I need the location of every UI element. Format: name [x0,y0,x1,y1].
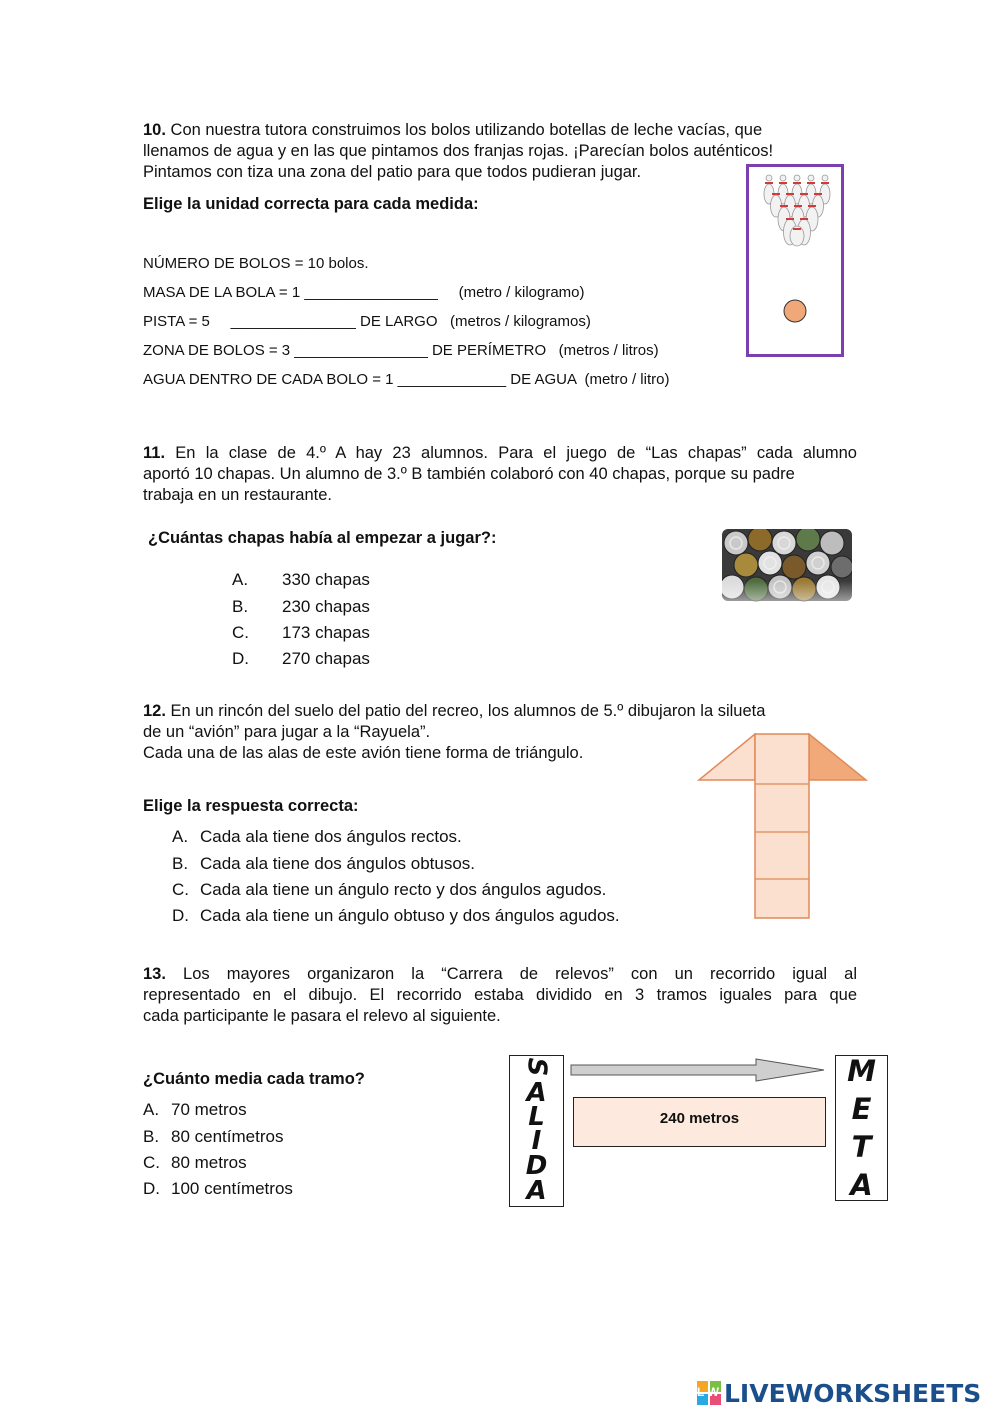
q10-line-1: 10. Con nuestra tutora construimos los bolos utilizando botellas de leche vacías, que [143,121,763,139]
meta-box [835,1055,888,1201]
salida-letter-1: S [521,1057,552,1077]
q12-option-a[interactable]: A. Cada ala tiene dos ángulos rectos. [172,827,462,846]
q13-line-1: 13. Los mayores organizaron la “Carrera de relevos” con un recorrido igual al [143,965,857,983]
q13-option-d[interactable]: D. 100 centímetros [143,1179,293,1198]
q13-text [143,964,857,1027]
q11-text [143,443,857,506]
rayuela-airplane-drawing [697,733,869,920]
q13-option-a[interactable]: A. 70 metros [143,1100,247,1119]
salida-letter-5: D [525,1151,548,1181]
left-wing-triangle [699,734,755,780]
bowling-ball [784,300,806,322]
q10-item-3[interactable]: PISTA = 5 _______________ DE LARGO (metros / kilogramos) [143,313,591,330]
q11-option-d[interactable]: D. 270 chapas [232,649,370,668]
q13-line-3: cada participante le pasara el relevo al siguiente. [143,1007,501,1025]
q11-option-c[interactable]: C. 173 chapas [232,623,370,642]
q12-instruction: Elige la respuesta correcta: [143,797,359,815]
q12-line-2: de un “avión” para jugar a la “Rayuela”. [143,723,431,741]
bowling-lane-image [746,164,844,357]
q13-option-c[interactable]: C. 80 metros [143,1153,247,1172]
q10-item-4[interactable]: ZONA DE BOLOS = 3 ________________ DE PERÍMETRO (metros / litros) [143,342,659,359]
q10-item-1: NÚMERO DE BOLOS = 10 bolos. [143,255,369,272]
logo-icon: LW [697,1381,721,1405]
q11-option-a[interactable]: A. 330 chapas [232,570,370,589]
meta-letter-1: M [847,1054,876,1088]
q11-number: 11. [143,444,166,462]
meta-letter-4: A [850,1168,873,1202]
distance-bar [573,1097,826,1147]
q10-item-5[interactable]: AGUA DENTRO DE CADA BOLO = 1 _____________ DE AGUA (metro / litro) [143,371,670,388]
q10-instruction: Elige la unidad correcta para cada medida: [143,195,479,213]
q13-line-2: representado en el dibujo. El recorrido estaba dividido en 3 tramos iguales para que [143,986,857,1004]
bottle-caps-image [722,529,852,621]
distance-label: 240 metros [659,1109,740,1127]
q13-question: ¿Cuánto media cada tramo? [143,1070,365,1088]
q11-option-b[interactable]: B. 230 chapas [232,597,370,616]
logo-text: LIVEWORKSHEETS [724,1378,982,1408]
salida-letter-3: L [528,1102,545,1132]
meta-letter-3: T [851,1130,872,1164]
q10-line-3: Pintamos con tiza una zona del patio para que todos pudieran jugar. [143,163,642,181]
q11-line-1: 11. En la clase de 4.º A hay 23 alumnos. Para el juego de “Las chapas” cada alumno [143,444,857,462]
q11-question: ¿Cuántas chapas había al empezar a jugar?: [148,529,497,547]
q12-option-b[interactable]: B. Cada ala tiene dos ángulos obtusos. [172,854,476,873]
meta-letter-2: E [851,1092,872,1126]
salida-letter-2: A [526,1078,547,1108]
q13-option-b[interactable]: B. 80 centímetros [143,1127,284,1146]
q12-line-3: Cada una de las alas de este avión tiene forma de triángulo. [143,744,584,762]
salida-box [509,1055,564,1207]
q10-item-2[interactable]: MASA DE LA BOLA = 1 ________________ (metro / kilogramo) [143,284,585,301]
salida-letter-6: A [526,1176,547,1206]
q10-number: 10. [143,121,166,139]
q12-number: 12. [143,702,166,720]
race-arrow [570,1057,826,1083]
q11-line-3: trabaja en un restaurante. [143,486,332,504]
q12-option-c[interactable]: C. Cada ala tiene un ángulo recto y dos ángulos agudos. [172,880,607,899]
q11-line-2: aportó 10 chapas. Un alumno de 3.º B también colaboró con 40 chapas, porque su padre [143,465,795,483]
plane-body [755,734,809,918]
liveworksheets-logo[interactable] [697,1377,981,1409]
q10-line-2: llenamos de agua y en las que pintamos dos franjas rojas. ¡Parecían bolos auténticos! [143,142,774,160]
q12-line-1: 12. En un rincón del suelo del patio del recreo, los alumnos de 5.º dibujaron la silueta [143,702,766,720]
q13-number: 13. [143,965,166,983]
q12-option-d[interactable]: D. Cada ala tiene un ángulo obtuso y dos ángulos agudos. [172,906,620,925]
right-wing-triangle [809,734,866,780]
salida-letter-4: I [531,1126,542,1156]
